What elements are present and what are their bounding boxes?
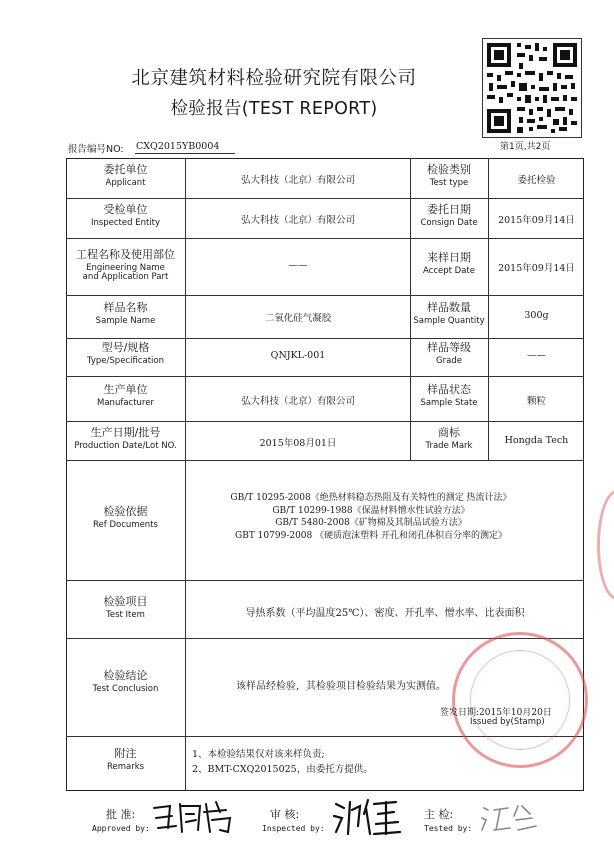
trade-mark-label: 商标 Trade Mark — [425, 426, 473, 451]
inspected-label-en: Inspected by: — [262, 824, 325, 833]
consign-date-value: 2015年09月14日 — [498, 215, 575, 226]
row-divider — [66, 421, 584, 422]
row-divider — [66, 376, 584, 377]
ref-documents-label: 检验依据 Ref Documents — [93, 505, 158, 530]
test-type-label: 检验类别 Test type — [427, 163, 471, 188]
sample-state-label: 样品状态 Sample State — [420, 383, 478, 408]
inspection-seal-inner-ring — [470, 650, 570, 750]
tester-signature — [478, 800, 548, 836]
remark-line: 2、BMT-CXQ2015025，由委托方提供。 — [192, 764, 373, 775]
sample-name-label: 样品名称 Sample Name — [95, 301, 156, 326]
approved-label-en: Approved by: — [92, 824, 150, 833]
ref-document-line: GB/T 5480-2008《矿物棉及其制品试验方法》 — [275, 518, 467, 528]
consign-date-label: 委托日期 Consign Date — [420, 203, 478, 228]
inspected-entity-label: 受检单位 Inspected Entity — [90, 203, 161, 228]
inspected-entity-value: 弘大科技（北京）有限公司 — [240, 215, 355, 226]
conclusion-value: 该样品经检验，其检验项目检验结果为实测值。 — [236, 681, 446, 692]
issue-date: 签发日期:2015年10月20日 — [440, 708, 552, 718]
organization-name: 北京建筑材料检验研究院有限公司 — [131, 68, 417, 89]
report-no-value: CXQ2015YB0004 — [136, 141, 220, 152]
row-divider — [66, 295, 584, 296]
remark-line: 1、本检验结果仅对该来样负责; — [192, 749, 325, 760]
inspector-signature — [330, 796, 405, 838]
tested-label: 主 检: — [424, 808, 454, 821]
accept-date-label: 来样日期 Accept Date — [423, 251, 475, 276]
test-item-label: 检验项目 Test Item — [103, 595, 148, 620]
accept-date-value: 2015年09月14日 — [498, 263, 575, 274]
production-date-value: 2015年08月01日 — [259, 438, 337, 449]
ref-document-line: GB/T 10299-1988《保温材料憎水性试验方法》 — [272, 505, 470, 516]
row-divider — [66, 338, 584, 339]
sample-name-value: 二氧化硅气凝胶 — [264, 313, 332, 324]
report-no-underline — [135, 153, 235, 154]
sample-quantity-value: 300g — [524, 310, 549, 321]
test-type-value: 委托检验 — [517, 175, 556, 186]
engineering-label: 工程名称及使用部位 Engineering Name and Application Part — [76, 248, 175, 283]
production-date-label: 生产日期/批号 Production Date/Lot NO. — [74, 426, 177, 451]
row-divider — [66, 198, 584, 199]
sample-state-value: 颗粒 — [526, 396, 546, 407]
applicant-value: 弘大科技（北京）有限公司 — [240, 175, 355, 186]
conclusion-label: 检验结论 Test Conclusion — [92, 669, 159, 694]
remarks-label: 附注 Remarks — [106, 747, 145, 772]
ref-document-line: GB/T 10295-2008《绝热材料稳态热阻及有关特性的测定 热流计法》 — [230, 493, 512, 503]
row-divider — [66, 580, 584, 581]
page-info: 第1页,共2页 — [500, 142, 551, 152]
type-spec-value: QNJKL-001 — [270, 350, 326, 361]
issued-by-stamp: Issued by(Stamp) — [470, 717, 545, 727]
trade-mark-value: Hongda Tech — [504, 435, 569, 446]
grade-value: —— — [527, 350, 546, 361]
row-divider — [66, 460, 584, 461]
manufacturer-value: 弘大科技（北京）有限公司 — [240, 396, 355, 407]
test-item-value: 导热系数（平均温度25℃）、密度、开孔率、憎水率、比表面积 — [245, 608, 525, 619]
report-no-label: 报告编号NO: — [68, 144, 124, 155]
engineering-value: —— — [288, 260, 308, 271]
row-divider — [66, 238, 584, 239]
applicant-label: 委托单位 Applicant — [103, 163, 148, 188]
report-title: 检验报告(TEST REPORT) — [170, 99, 378, 119]
type-spec-label: 型号/规格 Type/Specification — [87, 341, 164, 366]
ref-document-line: GBT 10799-2008 《硬质泡沫塑料 开孔和闭孔体积百分率的测定》 — [235, 530, 507, 541]
approver-signature — [150, 798, 240, 838]
tested-label-en: Tested by: — [424, 824, 473, 833]
approved-label: 批 准: — [106, 808, 136, 821]
edge-seal-stamp — [597, 490, 614, 600]
qr-code-icon — [482, 38, 582, 138]
grade-label: 样品等级 Grade — [427, 341, 471, 366]
inspected-label: 审 核: — [270, 808, 300, 821]
sample-quantity-label: 样品数量 Sample Quantity — [413, 301, 485, 326]
manufacturer-label: 生产单位 Manufacturer — [97, 383, 154, 408]
